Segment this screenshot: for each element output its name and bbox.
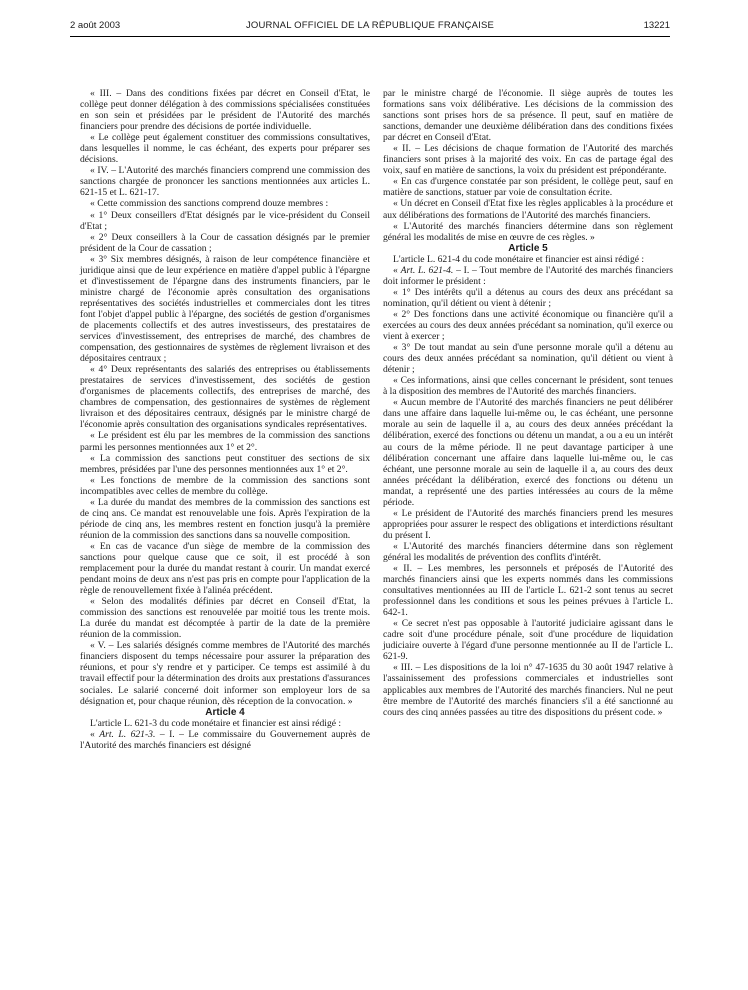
page-header (70, 20, 670, 36)
paragraph: « 2° Deux conseillers à la Cour de cassation désignés par le premier président de la Cour de cassation ; (80, 231, 370, 254)
paragraph: « En cas d'urgence constatée par son président, le collège peut, sauf en matière de sanctions, statuer par voie de consultation écrite. (383, 176, 673, 199)
paragraph: « V. – Les salariés désignés comme membres de l'Autorité des marchés financiers disposent du temps nécessaire pour assurer la préparation des réunions, et pour s'y rendre et y participer. Ce temps est assimilé à du travail effectif pour la détermination des droits aux prestations d'assurances sociales. Le salarié concerné doit informer son employeur lors de sa désignation et, pour chaque réunion, dès réception de la convocation. » (80, 640, 370, 707)
paragraph: « L'Autorité des marchés financiers détermine dans son règlement général les modalités de mise en œuvre de ces règles. » (383, 220, 673, 243)
header-rule (70, 36, 670, 37)
paragraph: « Le président de l'Autorité des marchés financiers prend les mesures appropriées pour assurer le respect des obligations et interdictions résultant du présent I. (383, 507, 673, 541)
quote-mark: « (90, 728, 100, 740)
paragraph: « La commission des sanctions peut constituer des sections de six membres, présidées par l'une des personnes mentionnées aux 1° et 2°. (80, 452, 370, 475)
paragraph: « II. – Les membres, les personnels et préposés de l'Autorité des marchés financiers ainsi que les experts nommés dans les commissions consultatives mentionnées au III de l'article L. 621-2 sont tenus au secret professionnel dans les conditions et sous les peines prévues à l'article L. 642-1. (383, 563, 673, 619)
paragraph: « Le président est élu par les membres de la commission des sanctions parmi les personnes mentionnées aux 1° et 2°. (80, 430, 370, 453)
article-4-heading: Article 4 (205, 706, 245, 718)
left-column (80, 88, 370, 751)
paragraph: « 3° De tout mandat au sein d'une personne morale qu'il a détenu au cours des deux années précédant sa nomination, qu'il détient ou vient à détenir ; (383, 342, 673, 376)
paragraph: « 3° Six membres désignés, à raison de leur compétence financière et juridique ainsi que de leur expérience en matière d'appel public à l'épargne et d'investissement de l'épargne dans des instruments financiers, par le ministre chargé de l'économie après consultation des organisations représentatives des sociétés industrielles et commerciales dont les titres font l'objet d'appel public à l'épargne, des sociétés de gestion d'organismes de placements collectifs et des autres investisseurs, des prestataires de services d'investissement, des entreprises de marché, des chambres de compensation, des gestionnaires de systèmes de règlement livraison et des dépositaires centraux ; (80, 253, 370, 365)
paragraph: « La durée du mandat des membres de la commission des sanctions est de cinq ans. Ce mandat est renouvelable une fois. Après l'expiration de la période de cinq ans, les membres restent en fonction jusqu'à la première réunion de la commission des sanctions dans sa nouvelle composition. (80, 496, 370, 541)
page-number: 13221 (643, 20, 670, 31)
paragraph: « Ces informations, ainsi que celles concernant le président, sont tenues à la disposition des membres de l'Autorité des marchés financiers. (383, 375, 673, 398)
paragraph: « III. – Les dispositions de la loi n° 47-1635 du 30 août 1947 relative à l'assainissement des professions commerciales et industrielles sont applicables aux membres de l'Autorité des marchés financiers. Nul ne peut être membre de l'Autorité des marchés financiers s'il a été sanctionné au cours des cinq années passées au titre des dispositions du présent code. » (383, 662, 673, 718)
paragraph: « Ce secret n'est pas opposable à l'autorité judiciaire agissant dans le cadre soit d'une procédure pénale, soit d'une procédure de liquidation judiciaire ouverte à l'égard d'une personne mentionnée au II de l'article L. 621-9. (383, 618, 673, 663)
right-column (383, 88, 673, 718)
article-body: – I. – Le commissaire du Gouvernement auprès de l'Autorité des marchés financiers est désigné (80, 728, 370, 751)
article-reference: Art. L. 621-3. (99, 728, 156, 740)
issue-date: 2 août 2003 (70, 20, 121, 31)
paragraph: « En cas de vacance d'un siège de membre de la commission des sanctions pour quelque cause que ce soit, il est procédé à son remplacement pour la durée du mandat restant à courir. Un mandat exercé pendant moins de deux ans n'est pas pris en compte pour l'application de la règle de renouvellement fixée à l'alinéa précédent. (80, 540, 370, 597)
article-4-text (80, 729, 370, 751)
paragraph: « Le collège peut également constituer des commissions consultatives, dans lesquelles il nomme, le cas échéant, des experts pour préparer ses décisions. (80, 132, 370, 166)
paragraph: « 4° Deux représentants des salariés des entreprises ou établissements prestataires de services d'investissement, des sociétés de gestion d'organismes de placements collectifs, des entreprises de marché, des chambres de compensation, des gestionnaires de systèmes de règlement livraison et des dépositaires centraux, désignés par le ministre chargé de l'économie après consultation des organisations syndicales représentatives. (80, 364, 370, 431)
paragraph: « 2° Des fonctions dans une activité économique ou financière qu'il a exercées au cours des deux années précédant sa nomination, qu'il exerce ou vient à exercer ; (383, 308, 673, 343)
paragraph: « IV. – L'Autorité des marchés financiers comprend une commission des sanctions chargée de prononcer les sanctions mentionnées aux articles L. 621-15 et L. 621-17. (80, 165, 370, 199)
quote-mark: « (393, 264, 401, 276)
paragraph: « Aucun membre de l'Autorité des marchés financiers ne peut délibérer dans une affaire dans laquelle lui-même ou, le cas échéant, une personne morale au sein de laquelle il a, au cours des deux années précédant la délibération, exercé des fonctions ou détenu un mandat, a ou a eu un intérêt au cours de la même période. Il ne peut davantage participer à une délibération concernant une affaire dans laquelle lui-même ou, le cas échéant, une personne morale au sein de laquelle il a, au cours des deux années précédant la délibération, exercé des fonctions ou détenu un mandat, a représenté une des parties intéressées au cours de la même période. (383, 397, 673, 508)
paragraph: « II. – Les décisions de chaque formation de l'Autorité des marchés financiers sont prises à la majorité des voix. En cas de partage égal des voix, sauf en matière de sanctions, la voix du président est prépondérante. (383, 143, 673, 177)
paragraph: « Cette commission des sanctions comprend douze membres : (90, 198, 329, 210)
journal-title: JOURNAL OFFICIEL DE LA RÉPUBLIQUE FRANÇAISE (245, 20, 495, 31)
paragraph: « Selon des modalités définies par décret en Conseil d'Etat, la commission des sanctions est renouvelée par moitié tous les trente mois. La durée du mandat est décomptée à partir de la date de la première réunion de la commission. (80, 596, 370, 641)
paragraph: « 1° Des intérêts qu'il a détenus au cours des deux ans précédant sa nomination, qu'il détient ou vient à détenir ; (383, 286, 673, 309)
paragraph-continuation: par le ministre chargé de l'économie. Il siège auprès de toutes les formations sans voix délibérative. Les décisions de la commission des sanctions sont prises hors de sa présence. Il peut, sauf en matière de sanctions, demander une deuxième délibération dans des conditions fixées par décret en Conseil d'Etat. (383, 88, 673, 144)
article-reference: Art. L. 621-4. (400, 264, 454, 276)
article-5-intro: L'article L. 621-4 du code monétaire et financier est ainsi rédigé : (393, 253, 645, 265)
article-5-text (383, 265, 673, 287)
article-body: – I. – Tout membre de l'Autorité des marchés financiers doit informer le président : (383, 264, 673, 287)
article-5-heading: Article 5 (508, 242, 548, 254)
paragraph: « 1° Deux conseillers d'Etat désignés par le vice-président du Conseil d'Etat ; (80, 209, 370, 232)
paragraph: « Les fonctions de membre de la commission des sanctions sont incompatibles avec celles de membre du collège. (80, 474, 370, 497)
paragraph: « Un décret en Conseil d'Etat fixe les règles applicables à la procédure et aux délibérations des formations de l'Autorité des marchés financiers. (383, 198, 673, 221)
paragraph: « L'Autorité des marchés financiers détermine dans son règlement général les modalités de prévention des conflits d'intérêt. (383, 540, 673, 563)
paragraph: « III. – Dans des conditions fixées par décret en Conseil d'Etat, le collège peut donner délégation à des commissions spécialisées constituées en son sein et présidées par le président de l'Autorité des marchés financiers pour prendre des décisions de portée individuelle. (80, 88, 370, 133)
article-4-intro: L'article L. 621-3 du code monétaire et financier est ainsi rédigé : (90, 717, 342, 729)
